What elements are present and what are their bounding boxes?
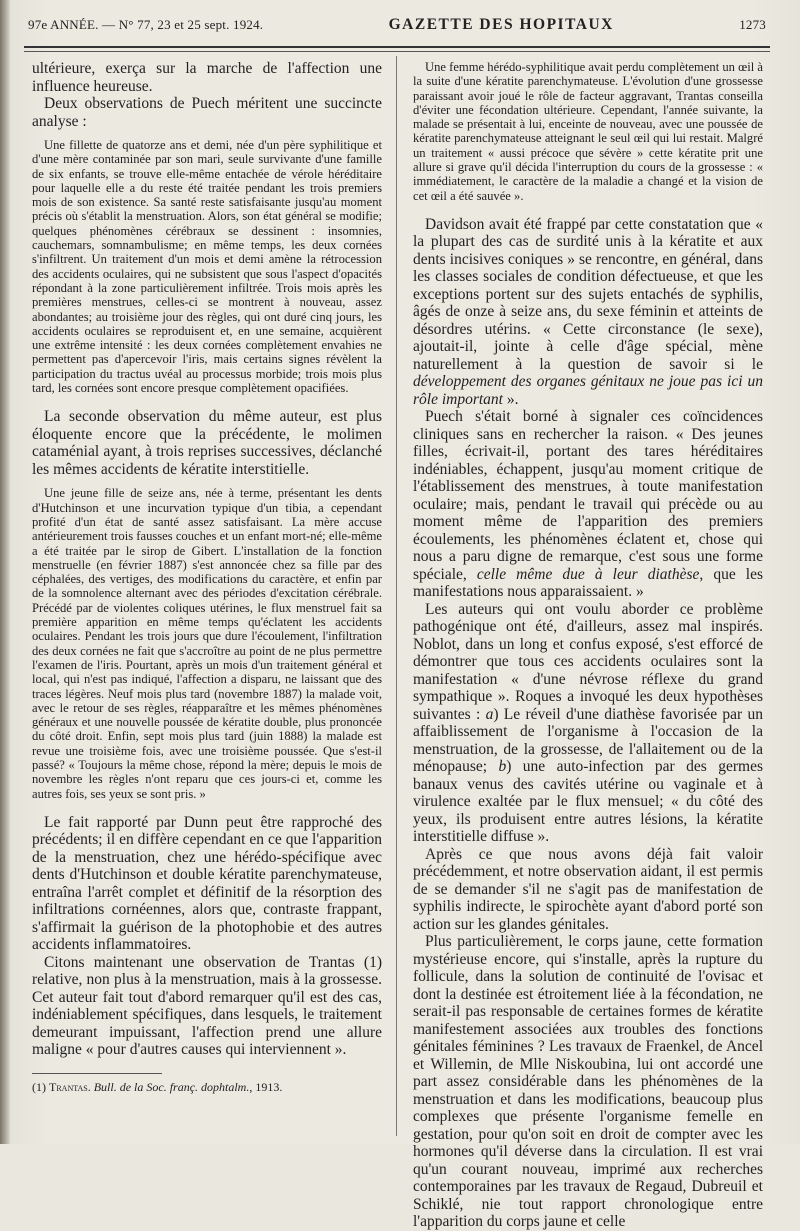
left-column <box>32 60 382 1094</box>
issue-line: 97e ANNÉE. — N° 77, 23 et 25 sept. 1924. <box>28 17 264 32</box>
paragraph: ultérieure, exerça sur la marche de l'affection une influence heureuse. <box>32 60 382 95</box>
page-header <box>28 16 766 42</box>
paragraph: Après ce que nous avons déjà fait valoir précédemment, et notre observation aidant, il est permis de se demander s'il ne s'agit pas de manifestation de syphilis indirecte, le spirochète ayant d'abord porté son action sur les glandes génitales. <box>413 845 763 933</box>
text-run: , que les manifestations nous apparaissaient. » <box>413 565 763 601</box>
footnote-mark: (1) <box>32 1079 46 1094</box>
text-run: ». <box>503 390 519 408</box>
header-rule <box>24 46 770 48</box>
footnote-source: Bull. de la Soc. franç. dophtalm. <box>93 1079 250 1094</box>
paragraph <box>413 216 763 409</box>
case-report: Une femme hérédo-syphilitique avait perdu complètement un œil à la suite d'une kératite parenchymateuse. L'évolution d'une grossesse paraissant avoir joué le rôle de facteur aggravant, Trantas conseilla d'éviter une fécondation ultérieure. Cependant, l'année suivante, la malade se présentait à lui, enceinte de nouveau, avec une poussée de kératite parenchymateuse atteignant le seul œil qui lui restait. Malgré un traitement « aussi précoce que sévère » cette kératite prit une allure si grave qu'il décida l'interruption du cours de la grossesse : « immédiatement, le caractère de la maladie a changé et la vision de cet œil a été sauvée ». <box>413 60 763 203</box>
right-column <box>413 60 763 1231</box>
page-number: 1273 <box>739 17 766 32</box>
italic-run: b <box>498 758 507 776</box>
page-binding-edge <box>0 0 10 1144</box>
paragraph <box>413 601 763 846</box>
paragraph: Citons maintenant une observation de Trantas (1) relative, non plus à la menstruation, mais à la grossesse. Cet auteur fait tout d'abord remarquer qu'il est des cas, indéniablement spécifiques, dans lesquels, le traitement demeurant impuissant, l'affection prend une allure maligne « pour d'autres causes qui interviennent ». <box>32 953 382 1059</box>
text-run: Les auteurs qui ont voulu aborder ce problème pathogénique ont été, d'ailleurs, assez mal inspirés. Noblot, dans un long et confus exposé, s'est efforcé de démontrer que tous ces accidents oculaires sont la manifestation « d'une névrose réflexe du grand sympathique ». Roques a invoqué les deux hypothèses suivantes : <box>413 600 763 723</box>
footnote-rule <box>32 1073 162 1074</box>
journal-title: GAZETTE DES HOPITAUX <box>388 16 614 33</box>
case-report: Une fillette de quatorze ans et demi, née d'un père syphilitique et d'une mère contaminée par son mari, seule survivante d'une famille de six enfants, se trouve elle-même entachée de vérole héréditaire pour laquelle elle a du reste été traitée pendant les trois premiers mois de son existence. Sa santé reste satisfaisante jusqu'au moment précis où s'établit la menstruation. Alors, son état général se modifie; quelques phénomènes cérébraux se dessinent : insomnies, cauchemars, somnambulisme; en même temps, les deux cornées s'infiltrent. Un traitement d'un mois et demi amène la rétrocession des accidents oculaires, qui ne subsistent que sous l'aspect d'opacités répondant à la zone particulièrement infiltrée. Trois mois après les premières menstrues, celles-ci se montrent à nouveau, assez abondantes; au troisième jour des règles, qui ont duré cinq jours, les accidents oculaires se reproduisent et, en une semaine, acquièrent une extrême intensité : les deux cornées complètement envahies ne permettent pas d'apercevoir l'iris, mais certains signes révèlent la participation du tractus uvéal au processus morbide; trois mois plus tard, les cornées sont encore presque complètement opacifiées. <box>32 138 382 396</box>
text-run: Puech s'était borné à signaler ces coïncidences cliniques sans en rechercher la raison. « Des jeunes filles, écrivait-il, portant des tares héréditaires indéniables, échappent, jusqu'au moment critique de l'établissement des menstrues, à toute manifestation oculaire; mais, pendant le travail qui précède ou au moment même de l'apparition des premiers écoulements, les phénomènes éclatent et, chose qui nous a paru digne de remarque, c'est sous une forme spéciale, <box>413 408 763 583</box>
footnote <box>32 1080 382 1094</box>
text-run: ) une auto-infection par des germes banaux venus des cavités utérine ou vaginale et à virulence exaltée par le flux mensuel; « du côté des yeux, ils produisent entre autres lésions, la kératite interstitielle diffuse ». <box>413 758 763 846</box>
italic-run: a <box>485 705 494 723</box>
paragraph <box>413 408 763 601</box>
paragraph: Plus particulièrement, le corps jaune, cette formation mystérieuse encore, qui s'installe, après la rupture du follicule, dans la solution de continuité de l'ovisac et dont la destinée est étroitement liée à la fécondation, ne serait-il pas responsable de certaines formes de kératite manifestement associées aux troubles des fonctions génitales féminines ? Les travaux de Fraenkel, de Ancel et Willemin, de Mlle Niskoubina, lui ont accordé une part assez considérable dans les phénomènes de la menstruation et dans les modifications, beaucoup plus complexes que présente l'organisme femelle en gestation, pour qu'on soit en droit de compter avec les hormones qu'il déverse dans la circulation. Il est vrai qu'un courant nouveau, imprimé aux recherches contemporaines par les travaux de Regaud, Dubreuil et Schiklé, nie tout rapport chronologique entre l'apparition du corps jaune et celle <box>413 933 763 1231</box>
footnote-author: Trantas. <box>49 1079 91 1094</box>
paragraph: Deux observations de Puech méritent une succincte analyse : <box>32 95 382 130</box>
header-rule-thin <box>24 51 770 52</box>
case-report: Une jeune fille de seize ans, née à terme, présentant les dents d'Hutchinson et une incurvation typique d'un tibia, a cependant profité d'un état de santé assez satisfaisant. La mère accuse antérieurement trois fausses couches et un enfant mort-né; elle-même a été traitée par le sirop de Gibert. L'installation de la fonction menstruelle (en février 1887) s'est annoncée chez sa fille par des céphalées, des vertiges, des modifications du caractère, et enfin par de la somnolence alternant avec des périodes d'excitation cérébrale. Précédé par de violentes coliques utérines, le flux menstruel fait sa première apparition en même temps qu'éclatent les accidents oculaires. Pendant les trois jours que dure l'écoulement, l'infiltration des deux cornées ne fait que s'accroître au point de ne plus permettre l'examen de l'iris. Pourtant, après un mois d'un traitement général et local, qui n'est pas indiqué, l'affection a disparu, ne laissant que des traces légères. Neuf mois plus tard (novembre 1887) la malade voit, avec le retour de ses règles, réapparaître et les mêmes phénomènes généraux et une nouvelle poussée de kératite double, plus prononcée du côté droit. Enfin, sept mois plus tard (juin 1888) la malade est revue une troisième fois, avec une troisième poussée. Que s'est-il passé? « Toujours la même chose, répond la mère; depuis le mois de novembre les règles n'ont reparu que ces jours-ci et, comme les autres fois, ses yeux se sont pris. » <box>32 486 382 801</box>
text-run: ) Le réveil d'une diathèse favorisée par un affaiblissement de l'organisme à l'occasion de la menstruation, de la grossesse, de l'allaitement ou de la ménopause; <box>413 705 764 776</box>
footnote-year: , 1913. <box>249 1079 283 1094</box>
column-divider <box>396 56 397 1136</box>
italic-run: développement des organes génitaux ne joue pas ici un rôle important <box>413 373 763 408</box>
italic-run: celle même due à leur diathèse <box>476 565 700 583</box>
paragraph: La seconde observation du même auteur, est plus éloquente encore que la précédente, le molimen cataménial ayant, à trois reprises successives, déclanché les mêmes accidents de kératite interstitielle. <box>32 408 382 478</box>
text-run: Davidson avait été frappé par cette constatation que « la plupart des cas de surdité unis à la kératite et aux dents incisives coniques » se rencontre, en général, dans les classes sociales de condition défectueuse, et que les exceptions portent sur des sujets entachés de syphilis, âgés de onze à seize ans, du sexe féminin et atteints de désordres utérins. « Cette circonstance (le sexe), ajoutait-il, jointe à celle d'âge spécial, mène naturellement à la question de savoir si le <box>413 215 763 373</box>
paragraph: Le fait rapporté par Dunn peut être rapproché des précédents; il en diffère cependant en ce que l'apparition de la menstruation, chez une hérédo-spécifique avec dents d'Hutchinson et double kératite parenchymateuse, entraîna l'arrêt complet et définitif de la résorption des infiltrations cornéennes, alors que, contraste frappant, s'affirmait la guérison de la photophobie et des autres accidents inflammatoires. <box>32 813 382 954</box>
